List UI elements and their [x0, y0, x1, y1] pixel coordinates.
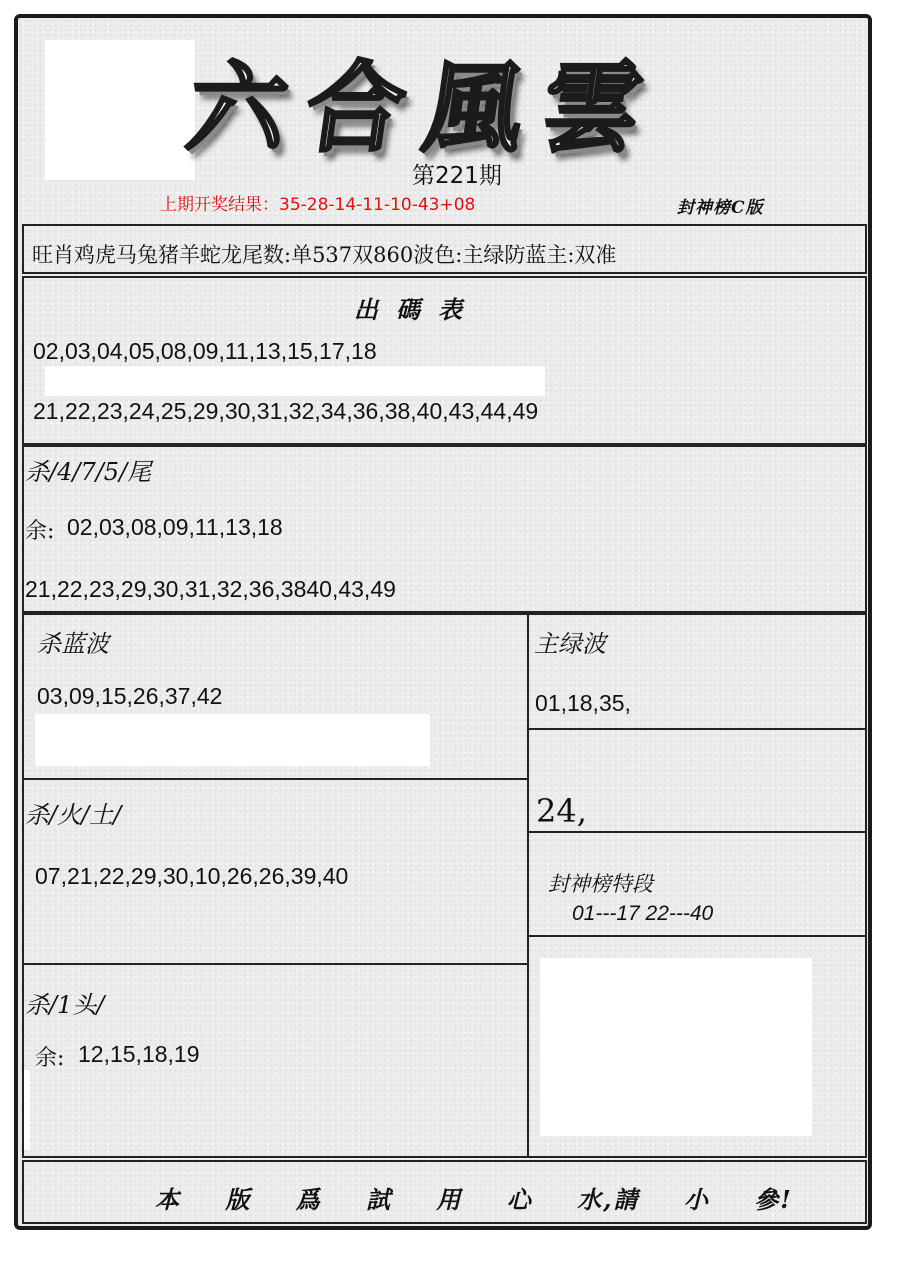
kill-head-mask [24, 1070, 30, 1150]
special-segment-ranges: 01---17 22---40 [572, 902, 714, 925]
issue-number: 第221期 [412, 163, 502, 189]
right-bottom-mask [540, 958, 812, 1136]
left-divider-1 [22, 778, 528, 780]
special-segment-label: 封神榜特段 [548, 872, 653, 896]
lower-grid-divider [527, 613, 529, 1158]
main-green-numbers: 01,18,35, [535, 690, 631, 716]
kill-blue-label: 杀蓝波 [37, 630, 109, 658]
kill-fire-earth-label: 杀/火/土/ [25, 801, 122, 829]
logo-mask [45, 40, 195, 180]
right-divider-1 [528, 728, 867, 730]
right-divider-2 [528, 831, 867, 833]
kill-head-remain: 12,15,18,19 [78, 1041, 200, 1067]
code-table-line-2: 21,22,23,24,25,29,30,31,32,34,36,38,40,43,44,49 [33, 398, 539, 424]
code-table-title: 出碼表 [354, 295, 480, 324]
kill-fire-earth-numbers: 07,21,22,29,30,10,26,26,39,40 [35, 863, 349, 889]
kill-tail-remain-prefix: 余: [25, 519, 55, 544]
kill-head-remain-prefix: 余: [35, 1046, 65, 1071]
right-divider-3 [528, 935, 867, 937]
site-logo: 六合風雲 [180, 51, 669, 166]
main-green-label: 主绿波 [534, 630, 606, 658]
kill-tail-remain-line-2: 21,22,23,29,30,31,32,36,3840,43,49 [25, 576, 396, 602]
footer-note: 本 版 爲 試 用 心 水,請 小 參! [155, 1185, 793, 1214]
kill-blue-numbers: 03,09,15,26,37,42 [37, 683, 223, 709]
kill-head-label: 杀/1头/ [25, 991, 105, 1019]
edition-label: 封神榜C版 [677, 198, 764, 218]
zodiac-tail-wave-info: 旺肖鸡虎马兔猪羊蛇龙尾数:单537双860波色:主绿防蓝主:双准 [32, 243, 617, 267]
kill-blue-mask [35, 714, 430, 766]
kill-tail-remain-line-1: 02,03,08,09,11,13,18 [67, 514, 283, 540]
code-table-mask [45, 366, 545, 396]
last-draw-result: 上期开奖结果：35-28-14-11-10-43+08 [160, 195, 476, 215]
single-number: 24, [536, 792, 587, 830]
left-divider-2 [22, 963, 528, 965]
code-table-line-1: 02,03,04,05,08,09,11,13,15,17,18 [33, 338, 377, 364]
kill-tail-label: 杀/4/7/5/尾 [25, 458, 152, 486]
